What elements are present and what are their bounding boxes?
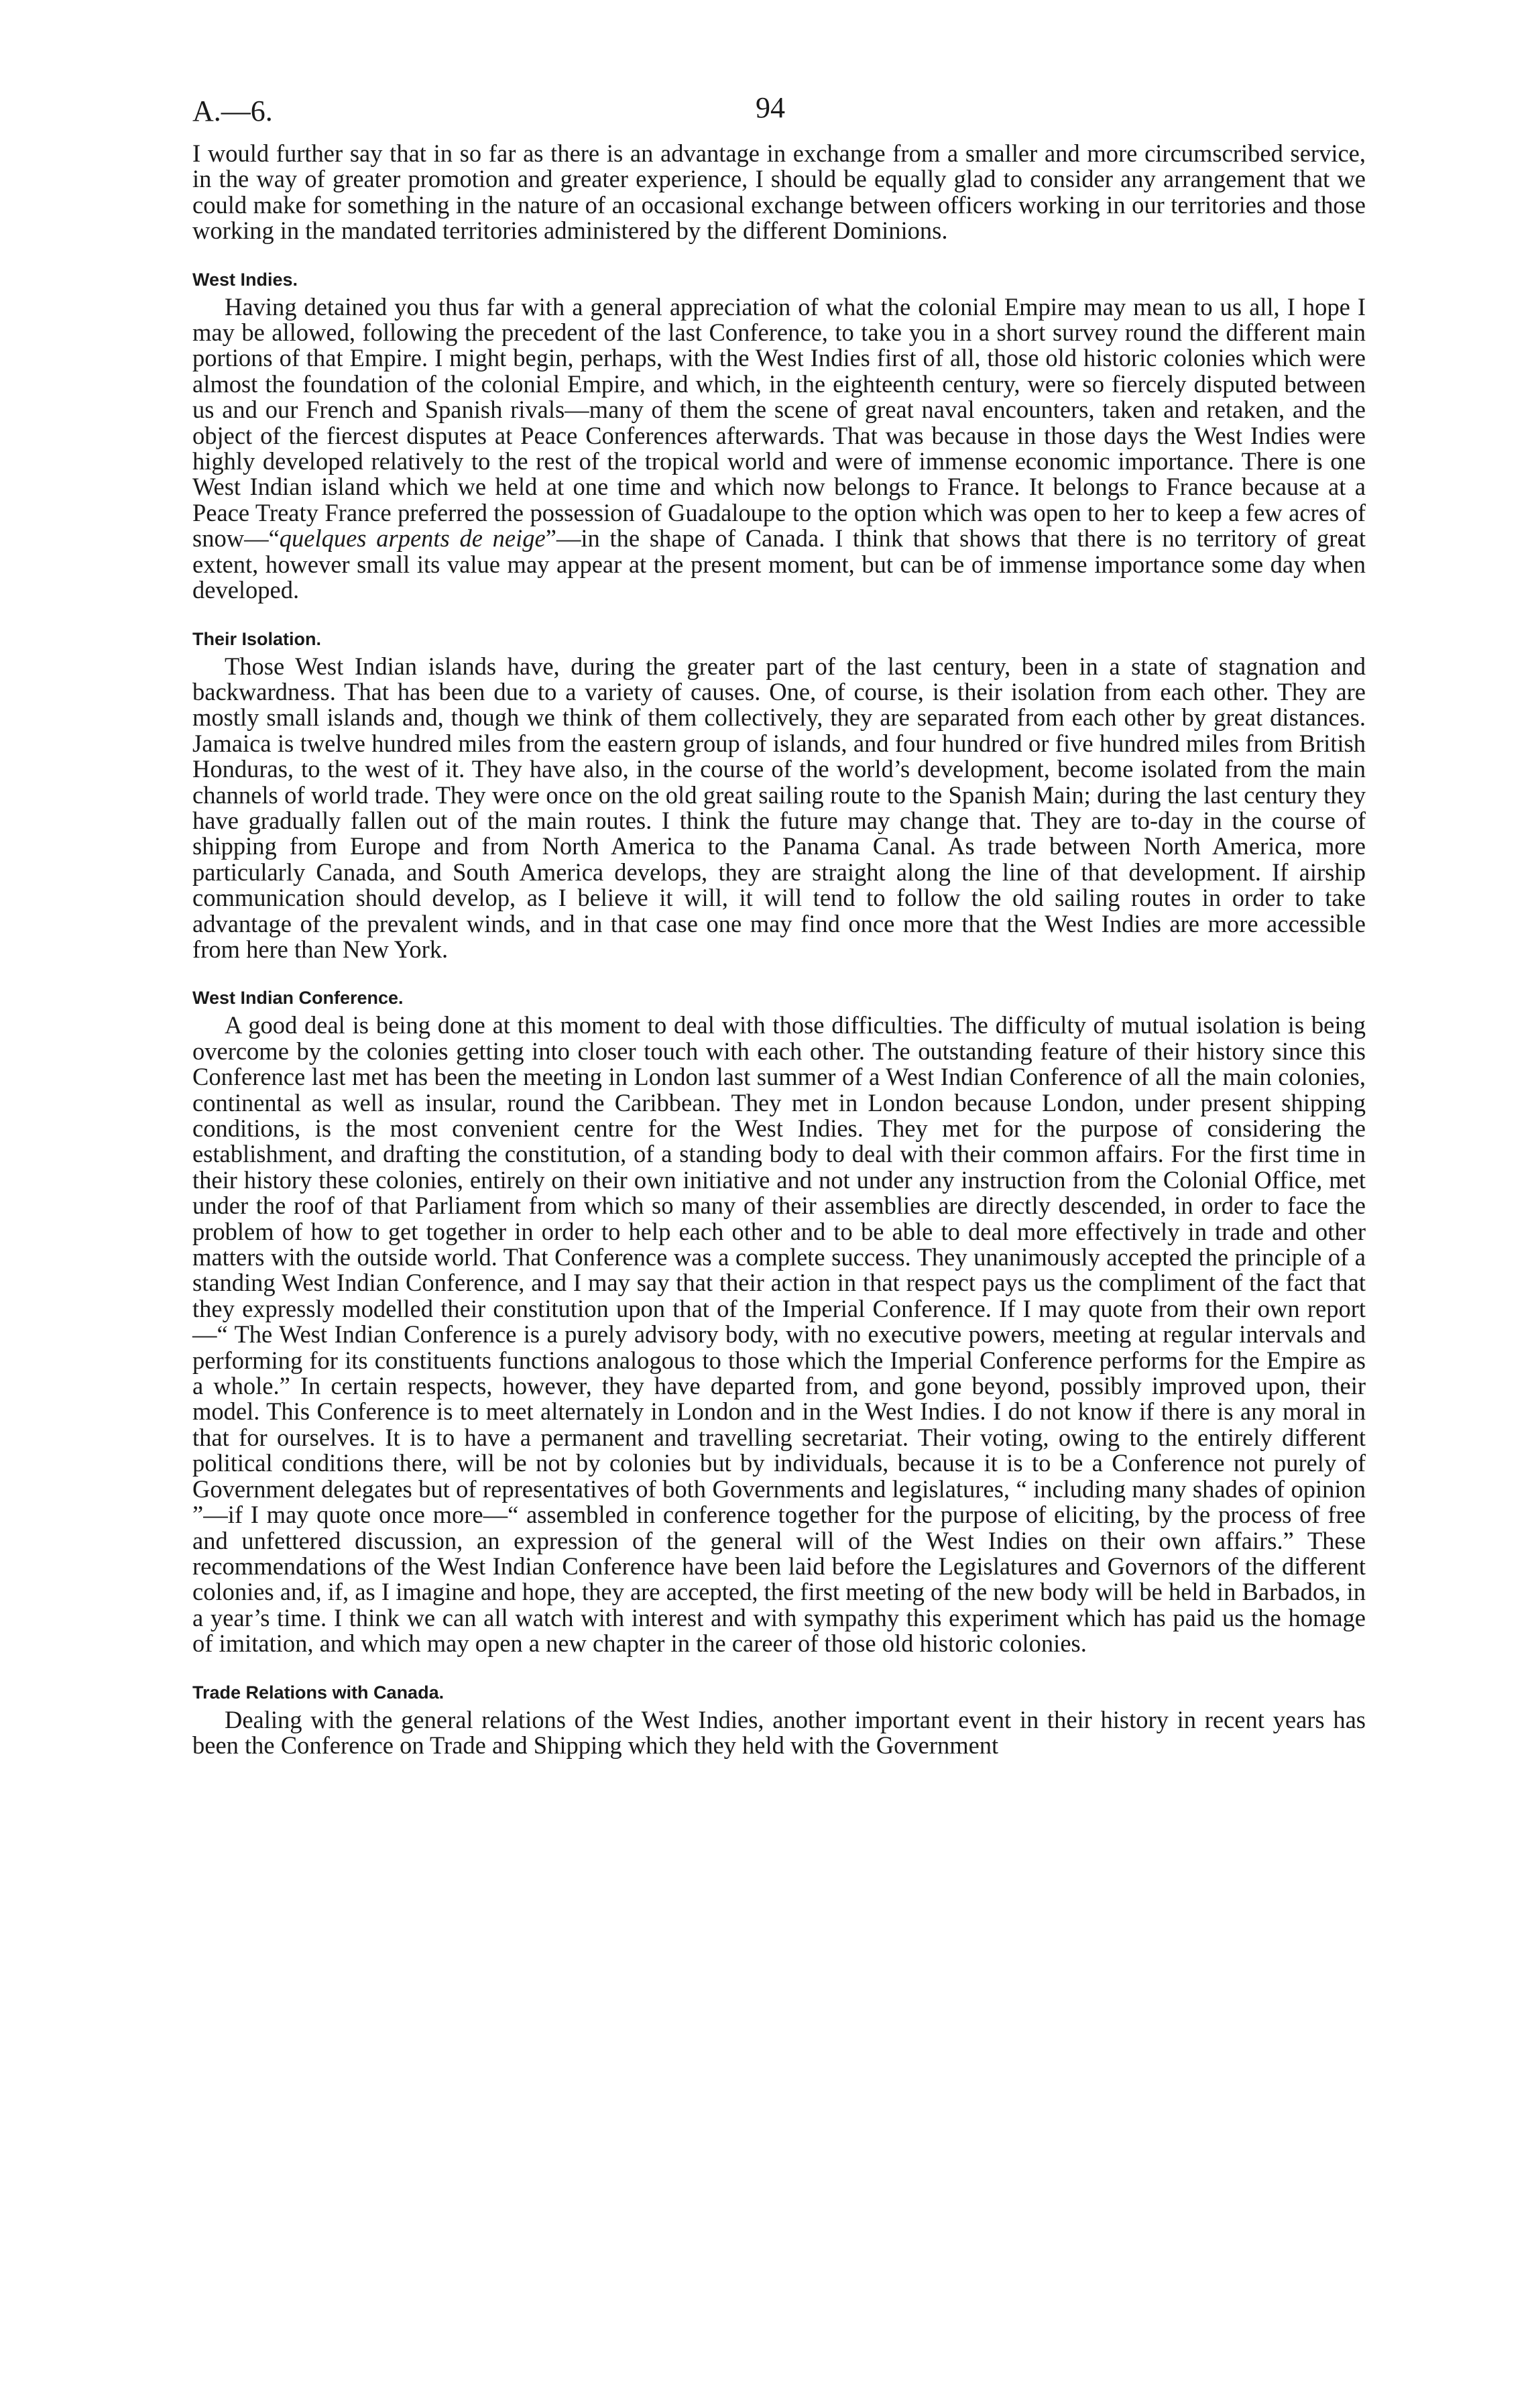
section-paragraph: A good deal is being done at this moment to deal with those difficulties. The difficulty of mutual isolation is being overcome by the colonies getting into closer touch with each other. The outstanding feature of their history since this Conference last met has been the meeting in London last summer of a West Indian Conference of all the main colonies, continental as well as insular, round the Caribbean. They met in London because London, under present shipping conditions, is the most convenient centre for the West Indies. They met for the purpose of considering the establishment, and drafting the constitution, of a standing body to deal with their common affairs. For the first time in their history these colonies, entirely on their own initiative and not under any instruction from the Colonial Office, met under the roof of that Parliament from which so many of their assemblies are directly descended, in order to face the problem of how to get together in order to help each other and to be able to deal more effectively in trade and other matters with the outside world. That Conference was a complete success. They unanimously accepted the principle of a standing West Indian Conference, and I may say that their action in that respect pays us the compliment of the fact that they expressly modelled their constitution upon that of the Imperial Conference. If I may quote from their own report—“ The West Indian Conference is a purely advisory body, with no executive powers, meeting at regular intervals and performing for its constituents functions analogous to those which the Imperial Conference performs for the Empire as a whole.” In certain respects, however, they have departed from, and gone beyond, possibly improved upon, their model. This Conference is to meet alternately in London and in the West Indies. I do not know if there is any moral in that for ourselves. It is to have a permanent and travelling secretariat. Their voting, owing to the entirely different political conditions there, will be not by colonies but by individuals, because it is to be a Conference not purely of Government delegates but of representatives of both Governments and legislatures, “ including many shades of opinion ”—if I may quote once more—“ assembled in conference together for the purpose of eliciting, by the process of free and unfettered discussion, an expression of the general will of the West Indies on their own affairs.” These recommendations of the West Indian Conference have been laid before the Legislatures and Governors of the different colonies and, if, as I imagine and hope, they are accepted, the first meeting of the new body will be held in Barbados, in a year’s time. I think we can all watch with interest and with sympathy this experiment which has paid us the homage of imitation, and which may open a new chapter in the career of those old historic colonies. xyxy=(192,1011,1366,1658)
document-reference: A.—6. xyxy=(192,95,273,127)
section-paragraph: Those West Indian islands have, during the greater part of the last century, been in a state of stagnation and backwardness. That has been due to a variety of causes. One, of course, is their isolation from each other. They are mostly small islands and, though we think of them collectively, they are separated from each other by great distances. Jamaica is twelve hundred miles from the eastern group of islands, and four hundred or five hundred miles from British Honduras, to the west of it. They have also, in the course of the world’s development, become isolated from the main channels of world trade. They were once on the old great sailing route to the Spanish Main; during the last century they have gradually fallen out of the main routes. I think the future may change that. They are to-day in the course of shipping from Europe and from North America to the Panama Canal. As trade between North America, more particularly Canada, and South America develops, they are straight along the line of that development. If airship communication should develop, as I believe it will, it will tend to follow the old sailing routes in order to take advantage of the prevalent winds, and in that case one may find once more that the West Indies are more accessible from here than New York. xyxy=(192,652,1366,963)
page-header xyxy=(192,87,1366,141)
section-heading: Trade Relations with Canada. xyxy=(192,1682,445,1703)
section-heading: Their Isolation. xyxy=(192,628,322,649)
section-heading: West Indies. xyxy=(192,269,298,290)
section-trade-relations-canada xyxy=(192,1682,1366,1759)
french-quote: quelques arpents de neige xyxy=(279,524,546,553)
intro-paragraph: I would further say that in so far as there is an advantage in exchange from a smaller and more circumscribed service, in the way of greater promotion and greater experience, I should be equally glad to consider any arrangement that we could make for something in the nature of an occasional exchange between officers working in our territories and those working in the mandated territories administered by the different Dominions. xyxy=(192,139,1366,245)
document-page xyxy=(192,87,1366,1758)
section-west-indian-conference xyxy=(192,988,1366,1656)
section-paragraph: Having detained you thus far with a general appreciation of what the colonial Empire may mean to us all, I hope I may be allowed, following the precedent of the last Conference, to take you in a short survey round the different main portions of that Empire. I might begin, perhaps, with the West Indies first of all, those old historic colonies which were almost the foundation of the colonial Empire, and which, in the eighteenth century, were so fiercely disputed between us and our French and Spanish rivals—many of them the scene of great naval encounters, taken and retaken, and the object of the fiercest disputes at Peace Conferences afterwards. That was because in those days the West Indies were highly developed relatively to the rest of the tropical world and were of immense economic importance. There is one West Indian island which we held at one time and which now belongs to France. It belongs to France because at a Peace Treaty France preferred the possession of Guadaloupe to the option which was open to her to keep a few acres of snow—“quelques arpents de neige”—in the shape of Canada. I think that shows that there is no territory of great extent, however small its value may appear at the present moment, but can be of immense importance some day when developed. xyxy=(192,292,1366,604)
section-their-isolation xyxy=(192,629,1366,963)
section-paragraph: Dealing with the general relations of the West Indies, another important event in their history in recent years has been the Conference on Trade and Shipping which they held with the Government xyxy=(192,1705,1366,1759)
page-number: 94 xyxy=(756,91,785,124)
section-west-indies xyxy=(192,270,1366,604)
section-heading: West Indian Conference. xyxy=(192,988,404,1009)
